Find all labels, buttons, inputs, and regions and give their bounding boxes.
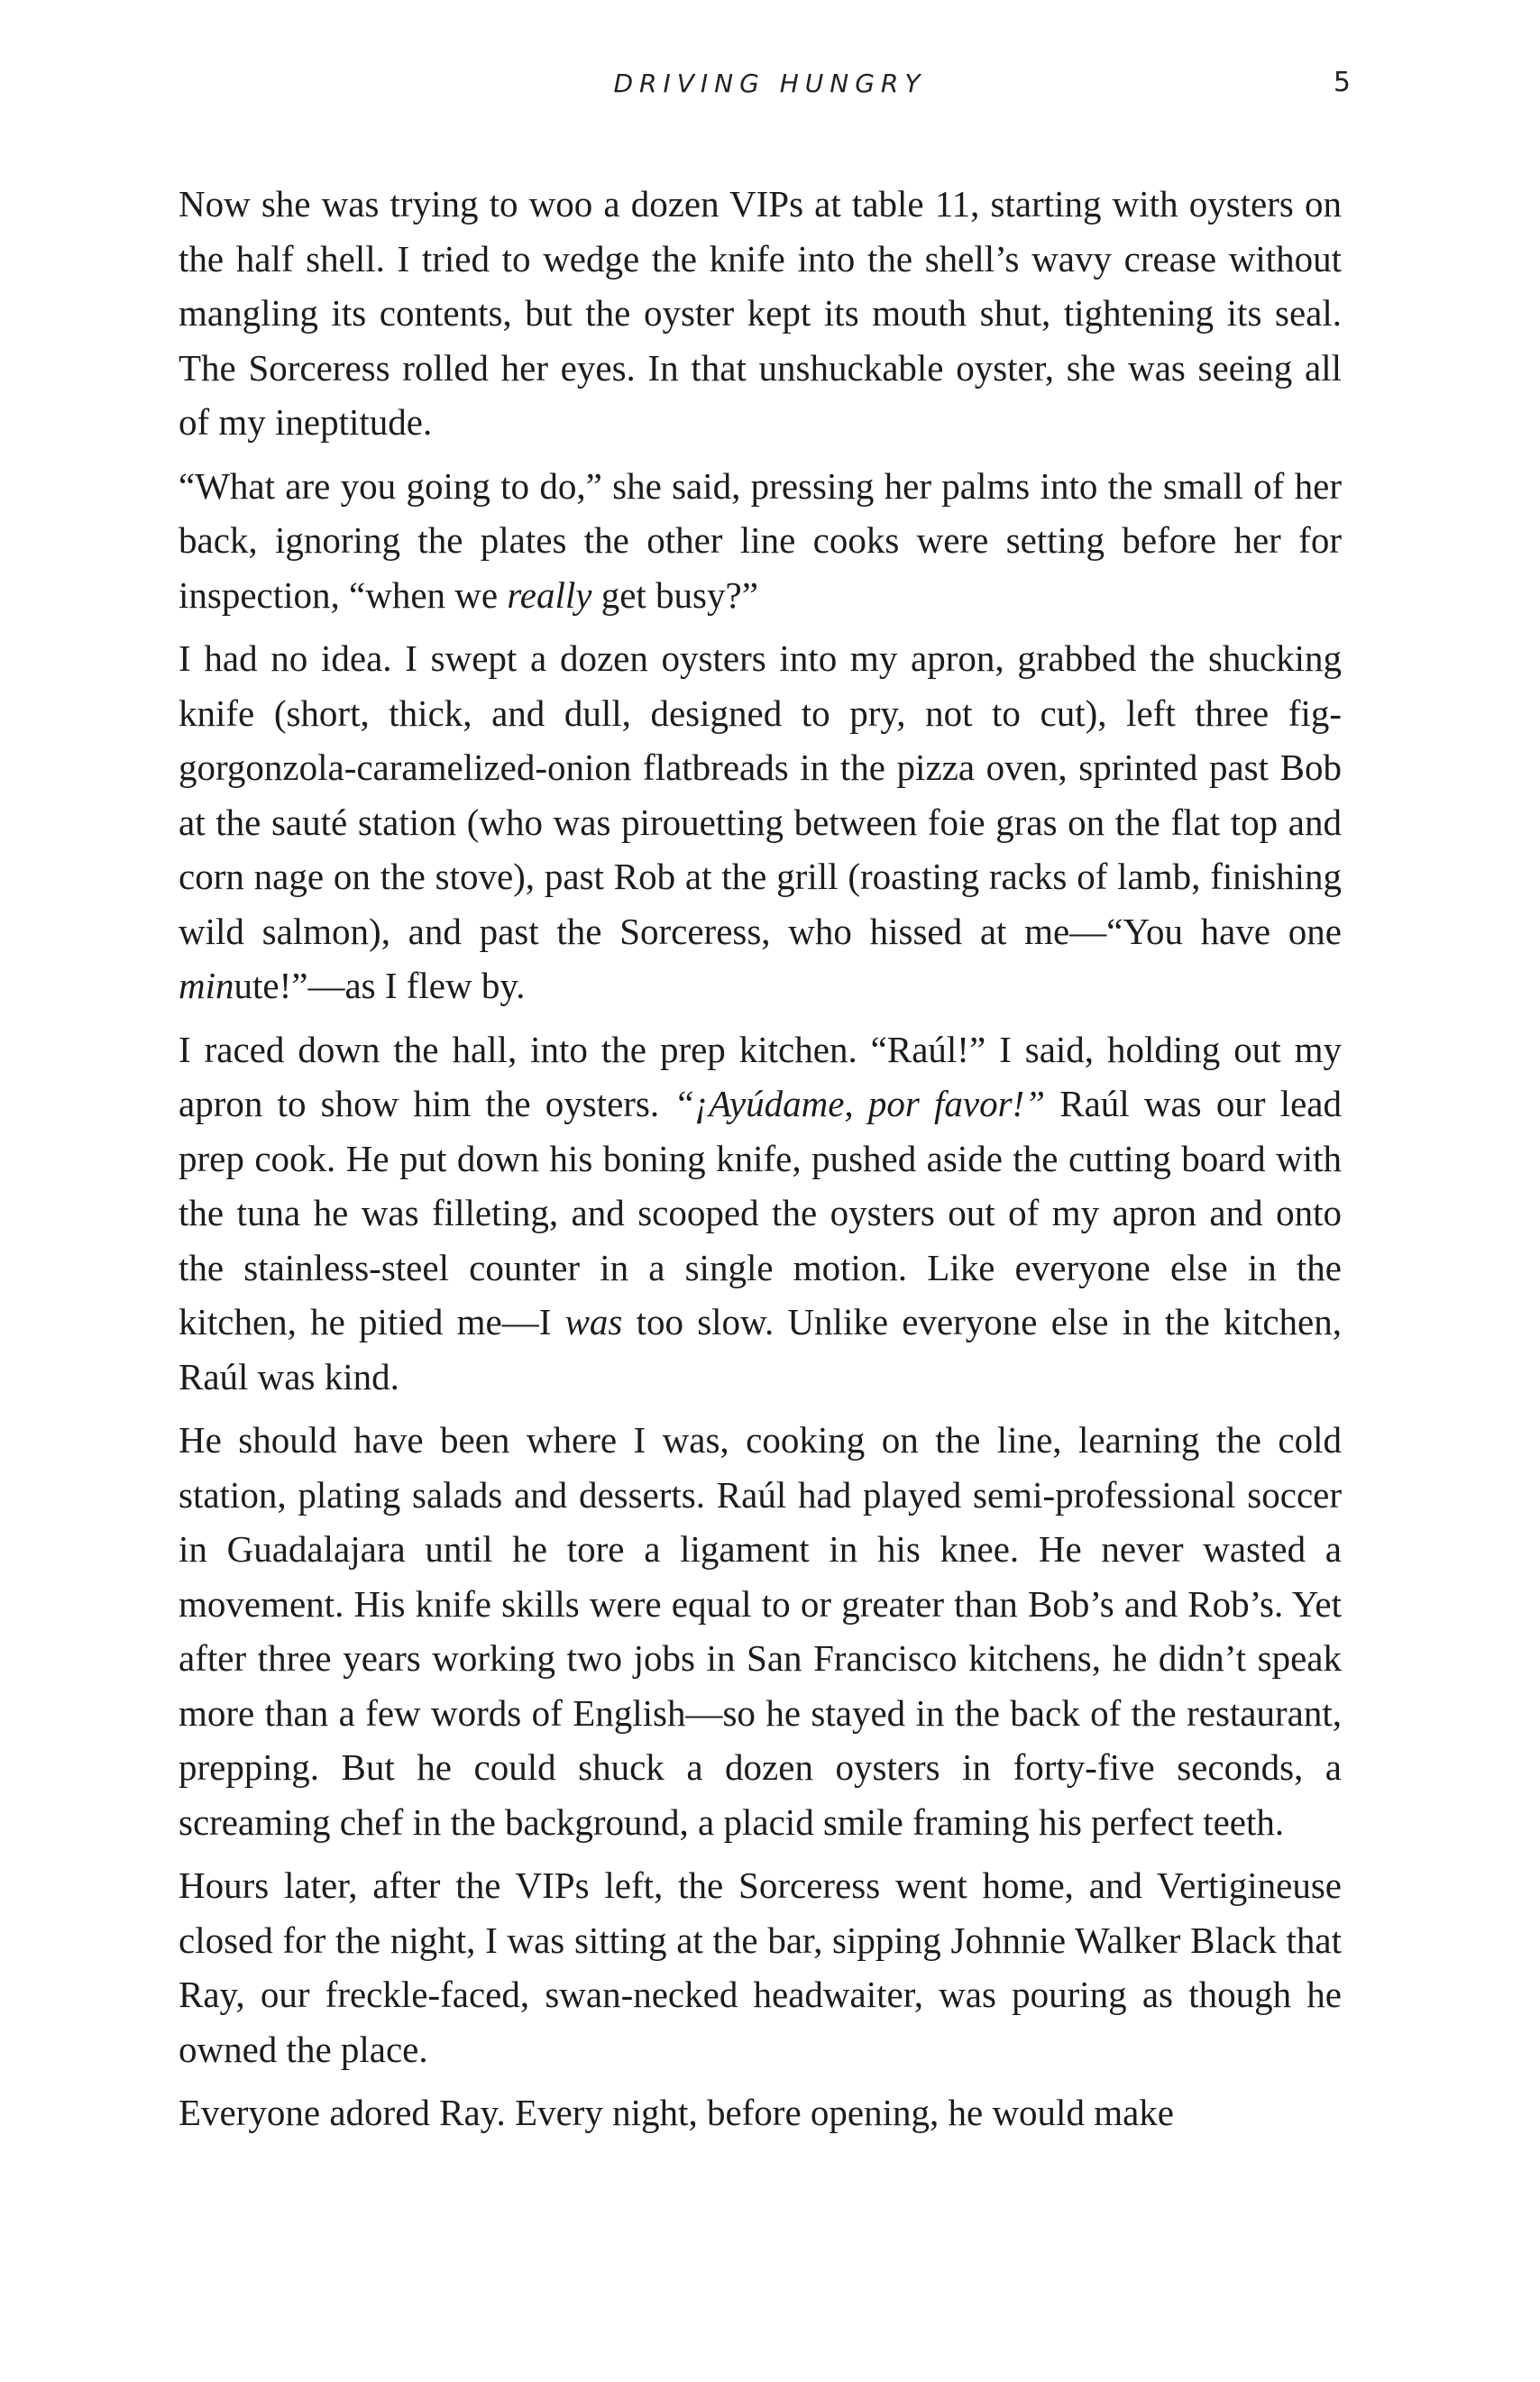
paragraph [179, 2085, 1342, 2140]
page-number: 5 [1333, 67, 1351, 98]
text-run: I raced down the hall, into the prep kitchen. “Raúl!” I said, holding out my apron to show him the oysters. [179, 1028, 1342, 1124]
text-run: “What are you going to do,” she said, pressing her palms into the small of her back, ignoring the plates the other line cooks were setting before her for inspection, “when we [179, 464, 1342, 616]
running-head-title: DRIVING HUNGRY [613, 69, 927, 98]
paragraph [179, 1022, 1342, 1405]
text-run: ute!”—as I flew by. [234, 965, 526, 1006]
text-run: He should have been where I was, cooking on the line, learning the cold station, plating salads and desserts. Raúl had played semi-professional soccer in Guadalajara until he tore a ligament in his knee. He never wasted a movement. His knife skills were equal to or greater than Bob’s and Rob’s. Yet after three years working two jobs in San Francisco kitchens, he didn’t speak more than a few words of English—so he stayed in the back of the restaurant, prepping. But he could shuck a dozen oysters in forty-five seconds, a screaming chef in the background, a placid smile framing his perfect teeth. [179, 1419, 1342, 1843]
paragraph [179, 177, 1342, 450]
italic-spanish-phrase: “¡Ayúdame, por favor!” [674, 1083, 1046, 1124]
italic-emphasis: min [179, 965, 234, 1006]
text-run: Everyone adored Ray. Every night, before opening, he would make [179, 2092, 1174, 2133]
body-text [179, 177, 1342, 2149]
paragraph [179, 459, 1342, 623]
text-run: Raúl was our lead prep cook. He put down his boning knife, pushed aside the cutting board with the tuna he was filleting, and scooped the oysters out of my apron and onto the stainless-steel counter in a single motion. Like everyone else in the kitchen, he pitied me—I [179, 1083, 1342, 1342]
text-run: get busy?” [591, 573, 758, 616]
text-run: Hours later, after the VIPs left, the Sorceress went home, and Vertigineuse closed for the night, I was sitting at the bar, sipping Johnnie Walker Black that Ray, our freckle-faced, swan-necked headwaiter, was pouring as though he owned the place. [179, 1864, 1342, 2070]
paragraph [179, 631, 1342, 1013]
text-run: too slow. Unlike everyone else in the kitchen, Raúl was kind. [179, 1301, 1342, 1397]
paragraph [179, 1858, 1342, 2076]
italic-emphasis: really [507, 573, 592, 616]
italic-emphasis: was [564, 1301, 623, 1342]
paragraph [179, 1413, 1342, 1849]
text-run: I had no idea. I swept a dozen oysters into my apron, grabbed the shucking knife (short, thick, and dull, designed to pry, not to cut), left three fig-gorgonzola-caramelized-onion flatbreads in the pizza oven, sprinted past Bob at the sauté station (who was pirouetting between foie gras on the flat top and corn nage on the stove), past Rob at the grill (roasting racks of lamb, finishing wild salmon), and past the Sorceress, who hissed at me—“You have one [179, 637, 1342, 952]
text-run: Now she was trying to woo a dozen VIPs at table 11, starting with oysters on the half shell. I tried to wedge the knife into the shell’s wavy crease without mangling its contents, but the oyster kept its mouth shut, tightening its seal. The Sorceress rolled her eyes. In that unshuckable oyster, she was seeing all of my ineptitude. [179, 183, 1342, 443]
